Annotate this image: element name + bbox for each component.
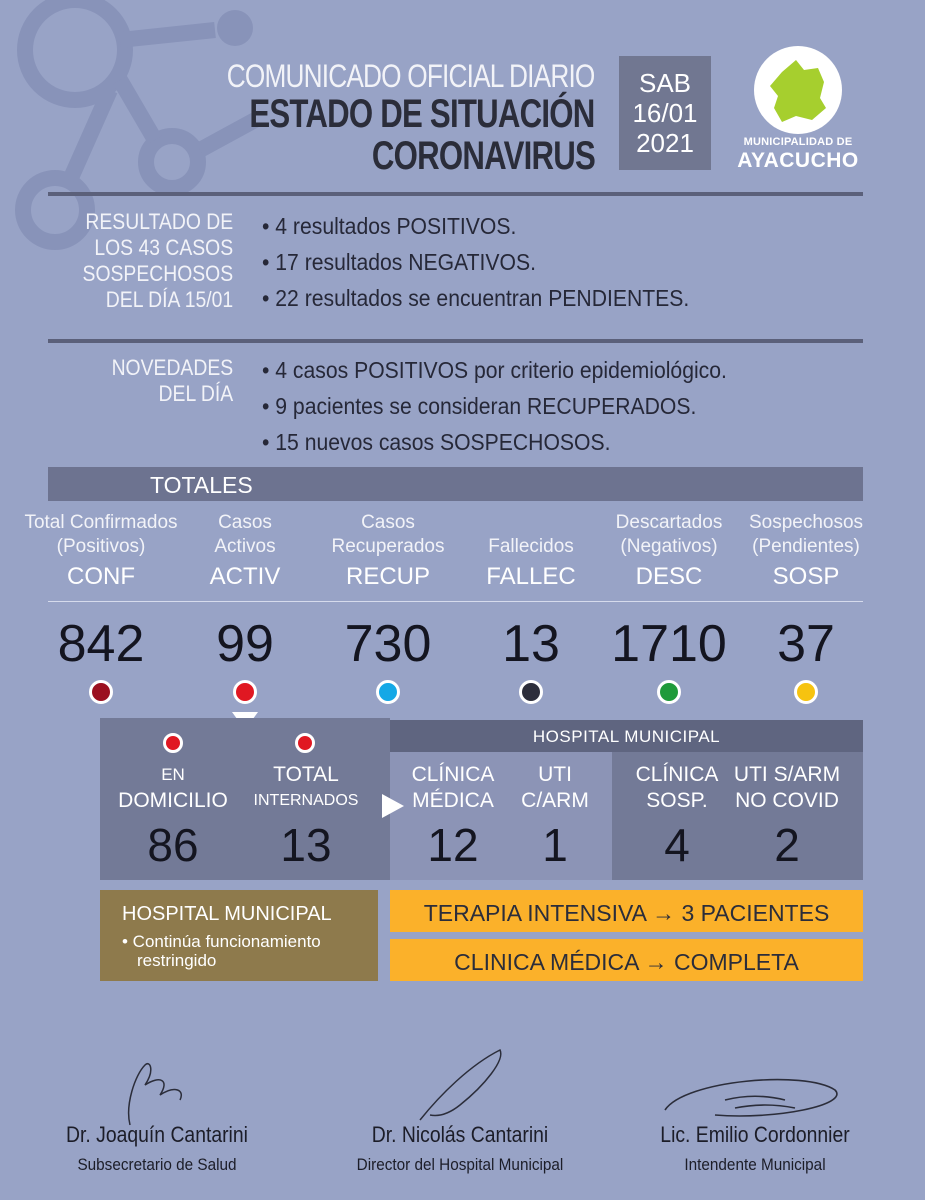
signature-name: Dr. Joaquín Cantarini xyxy=(66,1122,248,1147)
total-col-header: Total Confirmados (Positivos) xyxy=(24,512,178,557)
total-col-code: FALLEC xyxy=(486,563,576,590)
domicilio-value: 86 xyxy=(147,819,199,871)
status-dot-icon xyxy=(657,680,681,704)
signature-role: Director del Hospital Municipal xyxy=(356,1155,564,1174)
date-box xyxy=(619,56,711,170)
logo-text-bottom: AYACUCHO xyxy=(737,149,859,172)
total-col-header: Sospechosos (Pendientes) xyxy=(748,512,864,557)
total-col-header: Descartados (Negativos) xyxy=(615,512,723,557)
novedad-item: • 9 pacientes se consideran RECUPERADOS. xyxy=(262,393,697,419)
total-col-code: CONF xyxy=(67,563,135,590)
signature-name: Dr. Nicolás Cantarini xyxy=(371,1122,549,1147)
total-col-header: Fallecidos xyxy=(488,536,574,557)
internados-label: TOTAL INTERNADOS xyxy=(253,763,359,809)
resultado-item: • 22 resultados se encuentran PENDIENTES. xyxy=(262,285,690,311)
domicilio-label: EN DOMICILIO xyxy=(118,765,228,812)
totales-separator xyxy=(48,601,863,602)
total-value: 842 xyxy=(57,615,145,673)
hospital-value: 1 xyxy=(542,819,568,871)
total-value: 1710 xyxy=(611,615,727,673)
active-dot-icon xyxy=(163,733,183,753)
municipality-logo-icon xyxy=(752,46,844,136)
total-value: 37 xyxy=(777,615,835,673)
hospital-col-header: UTI C/ARM xyxy=(521,763,589,812)
total-value: 99 xyxy=(216,615,274,673)
hospital-note-title: HOSPITAL MUNICIPAL xyxy=(122,903,332,925)
status-dot-icon xyxy=(794,680,818,704)
status-dot-icon xyxy=(519,680,543,704)
novedad-item: • 15 nuevos casos SOSPECHOSOS. xyxy=(262,429,611,455)
total-col-code: DESC xyxy=(635,563,703,590)
status-dot-icon xyxy=(89,680,113,704)
total-col-header: Casos Recuperados xyxy=(331,512,445,557)
novedad-item: • 4 casos POSITIVOS por criterio epidemiológico. xyxy=(262,357,727,383)
hospital-note-text: • Continúa funcionamiento xyxy=(122,932,321,951)
hospital-value: 2 xyxy=(774,819,800,871)
divider xyxy=(48,192,863,196)
signature-role: Subsecretario de Salud xyxy=(77,1155,237,1174)
date-day: SAB xyxy=(638,68,692,98)
hospital-header-label: HOSPITAL MUNICIPAL xyxy=(532,727,721,746)
header-subtitle: COMUNICADO OFICIAL DIARIO xyxy=(227,58,595,94)
signature-name: Lic. Emilio Cordonnier xyxy=(660,1122,850,1147)
total-col-code: RECUP xyxy=(345,563,430,590)
hospital-col-header: CLÍNICA SOSP. xyxy=(635,763,719,812)
hospital-col-header: UTI S/ARM NO COVID xyxy=(733,763,841,812)
hospital-value: 12 xyxy=(427,819,479,871)
total-col-code: ACTIV xyxy=(209,563,281,590)
date-year: 2021 xyxy=(636,128,694,158)
total-value: 13 xyxy=(502,615,560,673)
internados-value: 13 xyxy=(280,819,332,871)
total-col-code: SOSP xyxy=(772,563,840,590)
clinica-text: CLINICA MÉDICA → COMPLETA xyxy=(454,949,799,975)
novedades-label: NOVEDADES DEL DÍA xyxy=(111,355,233,406)
header-title-2: CORONAVIRUS xyxy=(371,134,595,178)
hospital-note-text: restringido xyxy=(137,951,217,970)
resultado-item: • 4 resultados POSITIVOS. xyxy=(262,213,517,239)
signature-image xyxy=(655,1070,855,1130)
terapia-text: TERAPIA INTENSIVA → 3 PACIENTES xyxy=(423,900,830,926)
hospital-col-header: CLÍNICA MÉDICA xyxy=(411,763,495,812)
divider xyxy=(48,339,863,343)
signature-role: Intendente Municipal xyxy=(684,1155,826,1174)
active-dot-icon xyxy=(295,733,315,753)
header-title-1: ESTADO DE SITUACIÓN xyxy=(249,92,595,136)
resultado-item: • 17 resultados NEGATIVOS. xyxy=(262,249,536,275)
date-date: 16/01 xyxy=(632,98,698,128)
totales-label: TOTALES xyxy=(150,472,253,498)
signature-image xyxy=(400,1045,520,1130)
total-col-header: Casos Activos xyxy=(214,512,276,557)
resultados-label: RESULTADO DE LOS 43 CASOS SOSPECHOSOS DEL DÍA 15/01 xyxy=(82,209,233,312)
logo-text-top: MUNICIPALIDAD DE xyxy=(743,136,853,148)
status-dot-icon xyxy=(376,680,400,704)
total-value: 730 xyxy=(344,615,432,673)
hospital-value: 4 xyxy=(664,819,690,871)
status-dot-icon xyxy=(233,680,257,704)
